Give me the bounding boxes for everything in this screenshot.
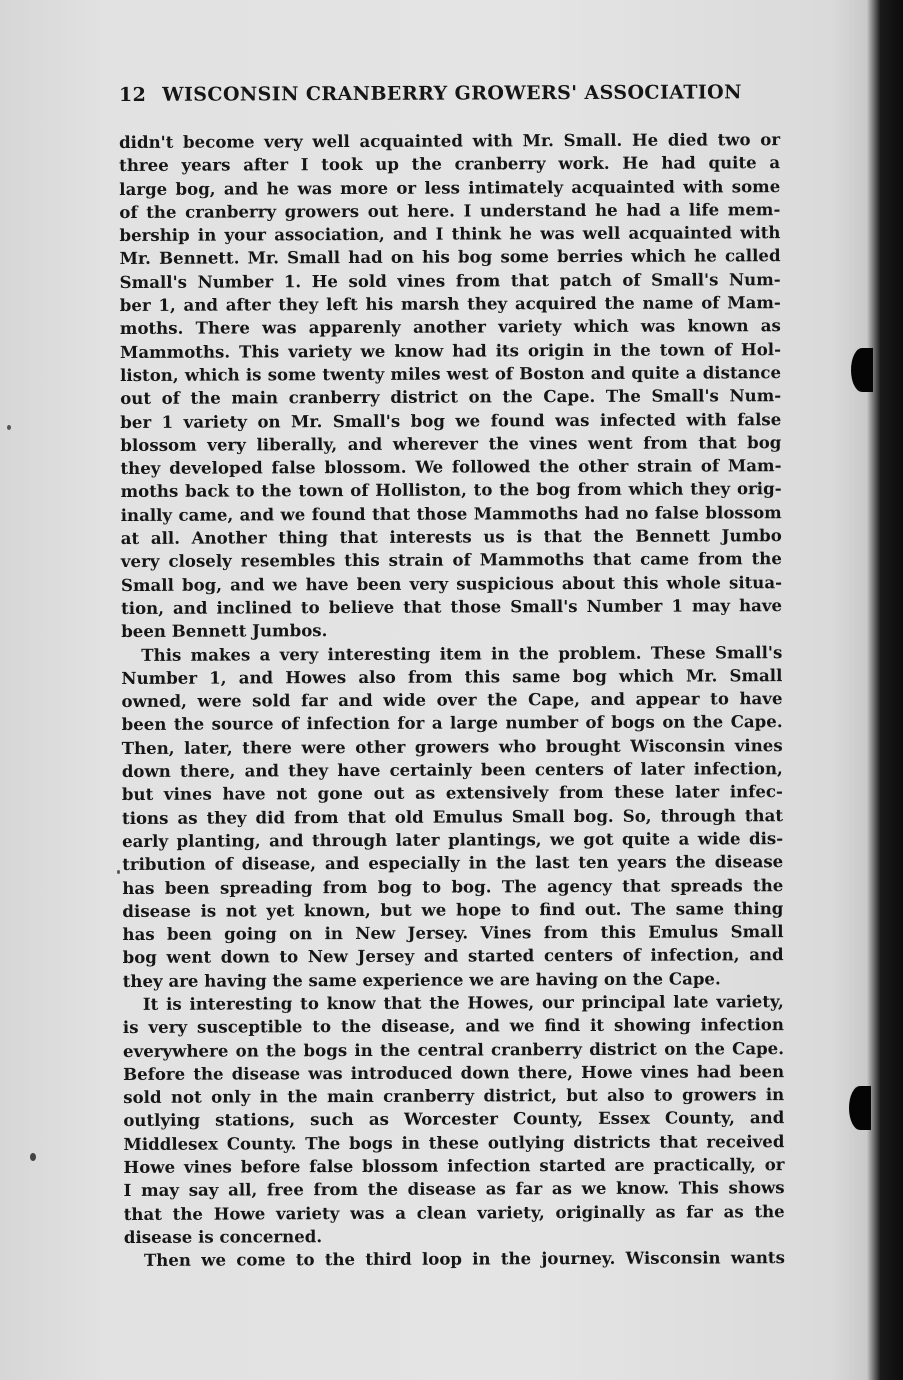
text-line: been the source of infection for a large number of bogs on the Cape.	[121, 711, 783, 735]
text-line: tions as they did from that old Emulus Small bog. So, through that	[121, 804, 784, 828]
text-line: tribution of disease, and especially in the last ten years the disease	[122, 851, 784, 875]
text-line: has been spreading from bog to bog. The agency that spreads the	[122, 874, 784, 898]
text-line: disease is not yet known, but we hope to find out. The same thing	[122, 897, 784, 921]
page-number: 12	[118, 83, 147, 106]
text-line: disease is concerned.	[123, 1226, 323, 1247]
text-line: is very susceptible to the disease, and we find it showing infection	[122, 1014, 784, 1038]
text-line: but vines have not gone out as extensively from these later infec-	[121, 781, 783, 805]
text-line: sold not only in the main cranberry district, but also to growers in	[123, 1084, 785, 1108]
text-line: Small bog, and we have been very suspicious about this whole situa-	[120, 571, 783, 595]
text-line: three years after I took up the cranberry work. He had quite a	[119, 152, 781, 176]
text-line: Mr. Bennett. Mr. Small had on his bog some berries which he called	[119, 245, 781, 269]
binder-hole-top	[851, 348, 873, 392]
text-line: Number 1, and Howes also from this same bog which Mr. Small	[121, 664, 783, 688]
text-line: Mammoths. This variety we know had its origin in the town of Hol-	[119, 338, 782, 362]
text-line: Then, later, there were other growers who brought Wisconsin vines	[121, 734, 783, 758]
text-line: outlying stations, such as Worcester County, Essex County, and	[123, 1107, 785, 1131]
text-line: they developed false blossom. We followed the other strain of Mam-	[120, 455, 782, 479]
body-text	[119, 128, 785, 1272]
text-line: It is interesting to know that the Howes, our principal late variety,	[142, 991, 784, 1014]
text-line: they are having the same experience we are having on the Cape.	[122, 968, 721, 991]
text-line: that the Howe variety was a clean variety, originally as far as the	[123, 1200, 785, 1224]
text-line: at all. Another thing that interests us is that the Bennett Jumbo	[120, 525, 782, 549]
text-line: Before the disease was introduced down there, Howe vines had been	[123, 1060, 785, 1084]
text-line: been Bennett Jumbos.	[121, 620, 328, 642]
text-line: bog went down to New Jersey and started centers of infection, and	[122, 944, 784, 968]
text-line: very closely resembles this strain of Mammoths that came from the	[120, 548, 782, 572]
text-line: ber 1 variety on Mr. Small's bog we found was infected with false	[120, 408, 782, 432]
text-line: I may say all, free from the disease as far as we know. This shows	[123, 1177, 785, 1201]
text-line: moths back to the town of Holliston, to the bog from which they orig-	[120, 478, 782, 502]
text-line: didn't become very well acquainted with Mr. Small. He died two or	[119, 129, 781, 152]
text-line: large bog, and he was more or less intimately acquainted with some	[119, 175, 781, 199]
scan-speck	[30, 1153, 36, 1161]
running-header	[119, 81, 759, 106]
text-line: owned, were sold far and wide over the Cape, and appear to have	[121, 688, 783, 712]
text-line: down there, and they have certainly been centers of later infection,	[121, 758, 783, 782]
scan-speck	[117, 870, 120, 874]
binder-hole-bottom	[849, 1086, 871, 1130]
header-title: WISCONSIN CRANBERRY GROWERS' ASSOCIATION	[162, 81, 742, 106]
text-line: liston, which is some twenty miles west of Boston and quite a distance	[120, 362, 782, 385]
text-line: This makes a very interesting item in the problem. These Small's	[141, 641, 783, 665]
text-line: blossom very liberally, and wherever the vines went from that bog	[120, 431, 782, 455]
scan-speck	[7, 425, 11, 430]
text-line: Middlesex County. The bogs in these outlying districts that received	[123, 1130, 785, 1154]
text-line: out of the main cranberry district on the Cape. The Small's Num-	[120, 385, 782, 409]
text-line: ber 1, and after they left his marsh they acquired the name of Mam-	[119, 292, 781, 316]
text-line: early planting, and through later plantings, we got quite a wide dis-	[122, 828, 784, 851]
text-line: Howe vines before false blossom infection started are practically, or	[123, 1154, 785, 1178]
text-line: Then we come to the third loop in the journey. Wisconsin wants	[143, 1247, 785, 1271]
text-line: moths. There was apparenly another variety which was known as	[119, 315, 781, 339]
text-line: Small's Number 1. He sold vines from that patch of Small's Num-	[119, 268, 781, 292]
text-line: tion, and inclined to believe that those Small's Number 1 may have	[121, 595, 783, 618]
text-line: everywhere on the bogs in the central cranberry district on the Cape.	[122, 1037, 785, 1061]
text-line: inally came, and we found that those Mammoths had no false blossom	[120, 501, 782, 525]
text-line: of the cranberry growers out here. I understand he had a life mem-	[119, 199, 781, 222]
text-line: bership in your association, and I think he was well acquainted with	[119, 222, 781, 246]
text-line: has been going on in New Jersey. Vines from this Emulus Small	[122, 921, 784, 945]
